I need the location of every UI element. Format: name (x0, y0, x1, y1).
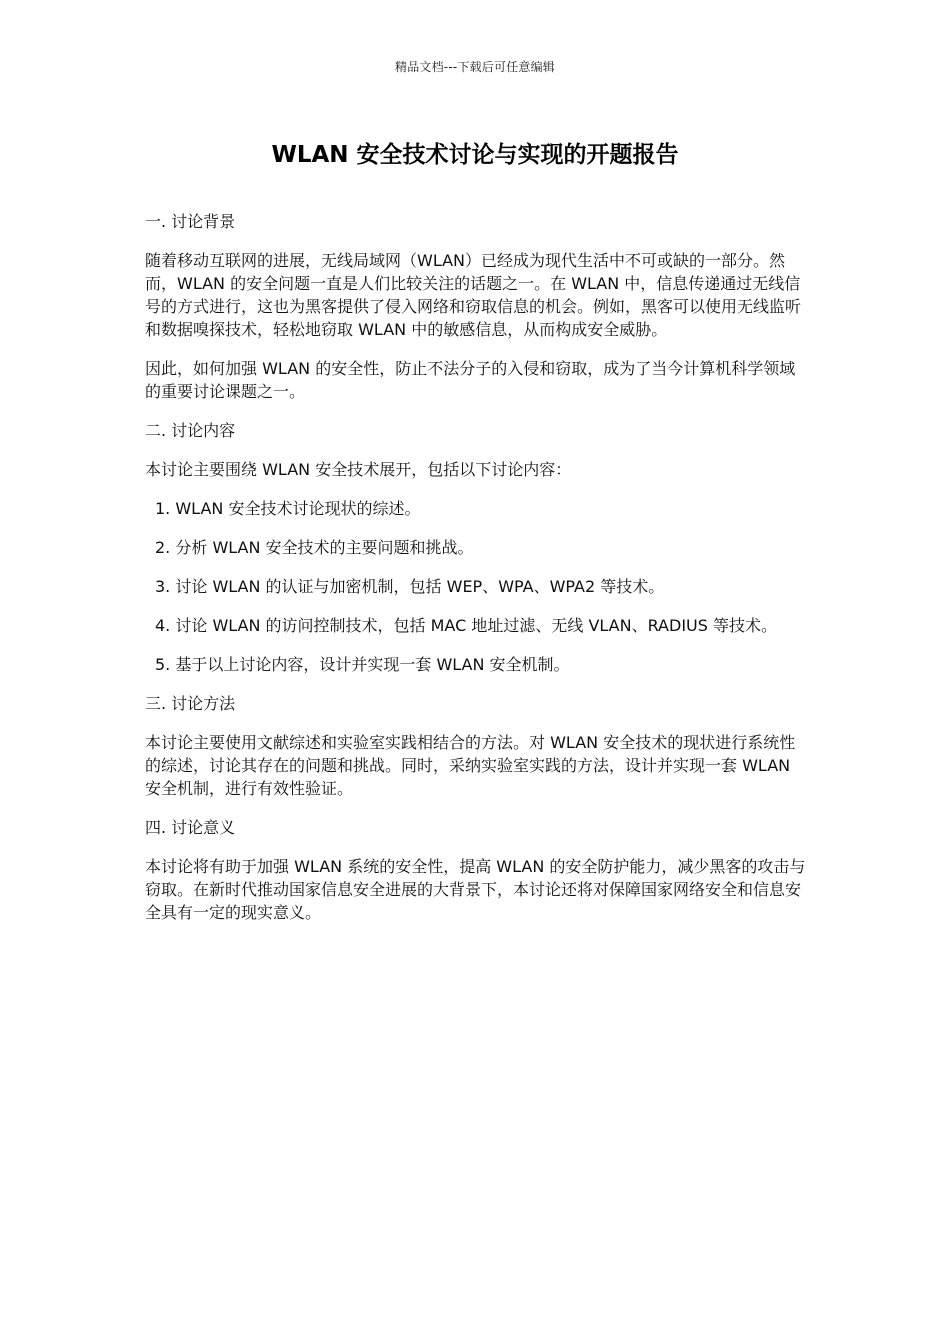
content-list-item-2: 2. 分析 WLAN 安全技术的主要问题和挑战。 (155, 538, 474, 557)
background-paragraph-1: 随着移动互联网的进展，无线局域网（WLAN）已经成为现代生活中不可或缺的一部分。然而，WLAN 的安全问题一直是人们比较关注的话题之一。在 WLAN 中，信息传递通过无线信号的方式进行，这也为黑客提供了侵入网络和窃取信息的机会。例如，黑客可以使用无线监听和数据嗅探技术，轻松地窃取 WLAN 中的敏感信息，从而构成安全威胁。 (145, 251, 802, 339)
significance-paragraph: 本讨论将有助于加强 WLAN 系统的安全性，提高 WLAN 的安全防护能力，减少黑客的攻击与窃取。在新时代推动国家信息安全进展的大背景下，本讨论还将对保障国家网络安全和信息安全具有一定的现实意义。 (145, 857, 806, 922)
section-heading-method: 三. 讨论方法 (145, 694, 236, 713)
document-title: WLAN 安全技术讨论与实现的开题报告 (271, 142, 679, 168)
content-list-item-5: 5. 基于以上讨论内容，设计并实现一套 WLAN 安全机制。 (155, 655, 570, 674)
background-paragraph-2: 因此，如何加强 WLAN 的安全性，防止不法分子的入侵和窃取，成为了当今计算机科学领域的重要讨论课题之一。 (145, 359, 796, 401)
content-list-item-1: 1. WLAN 安全技术讨论现状的综述。 (155, 499, 421, 518)
method-paragraph: 本讨论主要使用文献综述和实验室实践相结合的方法。对 WLAN 安全技术的现状进行系统性的综述，讨论其存在的问题和挑战。同时，采纳实验室实践的方法，设计并实现一套 WLAN 安全机制，进行有效性验证。 (145, 733, 796, 798)
content-list-item-4: 4. 讨论 WLAN 的访问控制技术，包括 MAC 地址过滤、无线 VLAN、RADIUS 等技术。 (155, 616, 777, 635)
section-heading-content: 二. 讨论内容 (145, 421, 236, 440)
content-intro: 本讨论主要围绕 WLAN 安全技术展开，包括以下讨论内容： (145, 460, 572, 479)
header-note: 精品文档---下载后可任意编辑 (395, 60, 555, 74)
section-heading-background: 一. 讨论背景 (145, 212, 236, 231)
content-list-item-3: 3. 讨论 WLAN 的认证与加密机制，包括 WEP、WPA、WPA2 等技术。 (155, 577, 665, 596)
document-body (145, 210, 810, 940)
section-heading-significance: 四. 讨论意义 (145, 818, 236, 837)
